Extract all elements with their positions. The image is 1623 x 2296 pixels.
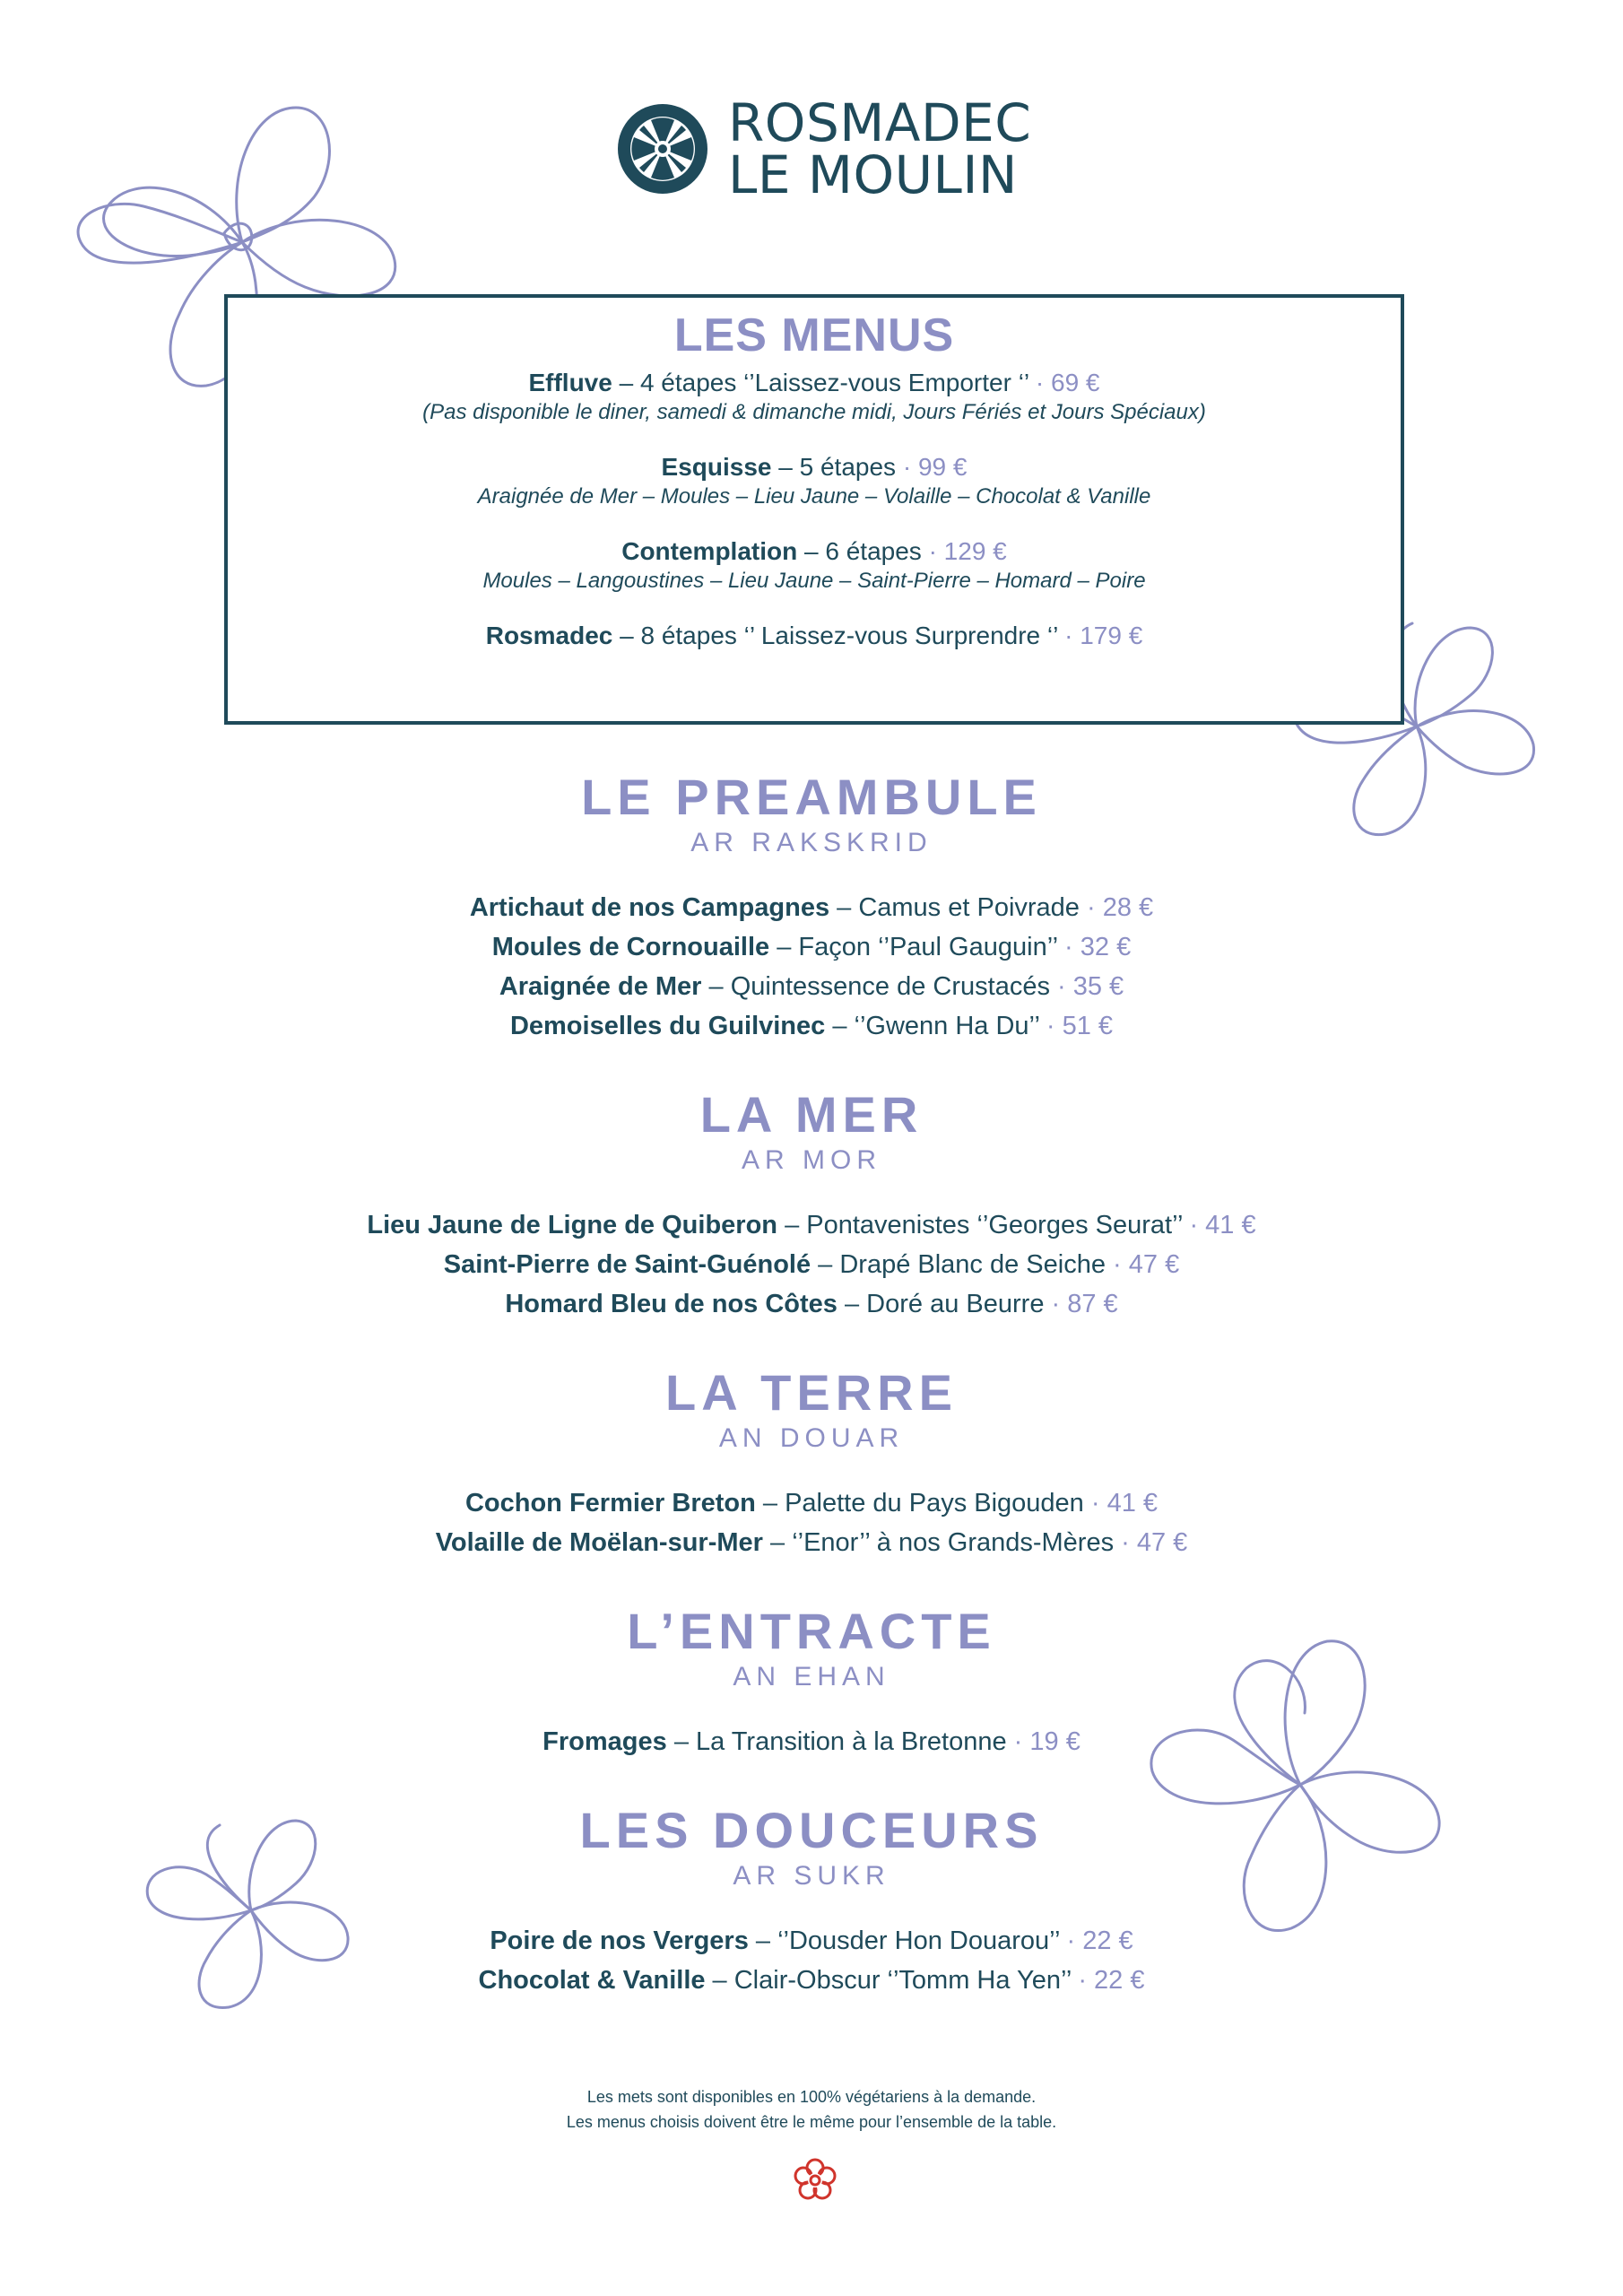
section-mer [0, 1087, 1623, 1324]
dish-desc: – Quintessence de Crustacés [701, 972, 1050, 1001]
dish-item [0, 1284, 1623, 1324]
dish-desc: – ‘’Gwenn Ha Du’’ [825, 1012, 1039, 1040]
dish-item [0, 1205, 1623, 1245]
dish-price: · 41 € [1182, 1211, 1256, 1239]
mill-wheel-icon [615, 101, 710, 196]
dish-desc: – La Transition à la Bretonne [666, 1727, 1007, 1756]
menu-name: Esquisse [661, 453, 772, 481]
menus-box [224, 294, 1404, 725]
menu-price: · 179 € [1057, 622, 1143, 649]
dish-name: Chocolat & Vanille [478, 1966, 706, 1995]
menu-desc: – 5 étapes [771, 453, 897, 481]
menu-rosmadec [228, 621, 1401, 651]
menu-name: Effluve [528, 369, 612, 396]
dish-name: Fromages [542, 1727, 667, 1756]
dish-item [0, 1961, 1623, 2000]
section-subtitle: AN DOUAR [718, 1423, 905, 1453]
dish-item [0, 1483, 1623, 1523]
menu-price: · 129 € [921, 537, 1007, 565]
dish-price: · 87 € [1044, 1290, 1118, 1318]
section-douceurs [0, 1803, 1623, 2000]
dish-name: Homard Bleu de nos Côtes [505, 1290, 838, 1318]
menu-name: Rosmadec [485, 622, 613, 649]
dish-desc: – Pontavenistes ‘’Georges Seurat’’ [777, 1211, 1183, 1239]
dish-item [0, 1245, 1623, 1284]
dish-price: · 51 € [1038, 1012, 1114, 1040]
dish-item [0, 1921, 1623, 1961]
dish-name: Saint-Pierre de Saint-Guénolé [443, 1250, 812, 1279]
menus-title: LES MENUS [673, 309, 955, 361]
dish-name: Demoiselles du Guilvinec [509, 1012, 826, 1040]
menu-effluve [228, 368, 1401, 398]
section-subtitle: AN EHAN [733, 1662, 890, 1692]
dish-item [0, 888, 1623, 927]
menu-note: (Pas disponible le diner, samedi & dimanche midi, Jours Fériés et Jours Spéciaux) [422, 400, 1206, 424]
michelin-star-icon [789, 2154, 841, 2206]
dish-price: · 32 € [1056, 933, 1132, 961]
section-title: LA MER [699, 1086, 924, 1143]
dish-desc: – Palette du Pays Bigouden [755, 1489, 1084, 1518]
dish-price: · 22 € [1059, 1926, 1133, 1955]
dish-desc: – Clair-Obscur ‘’Tomm Ha Yen’’ [705, 1966, 1072, 1995]
section-title: LE PREAMBULE [581, 769, 1042, 825]
menu-desc: – 6 étapes [797, 537, 922, 565]
section-entracte [0, 1604, 1623, 1761]
section-title: L’ENTRACTE [627, 1603, 996, 1659]
dish-price: · 47 € [1114, 1528, 1188, 1557]
dish-item [0, 927, 1623, 967]
menu-name: Contemplation [621, 537, 798, 565]
brand-logo [615, 92, 1032, 205]
section-preambule [0, 770, 1623, 1046]
brand-line-2: LE MOULIN [728, 144, 1018, 205]
section-title: LA TERRE [665, 1364, 958, 1421]
dish-desc: – Doré au Beurre [837, 1290, 1045, 1318]
menu-note: Araignée de Mer – Moules – Lieu Jaune – Volaille – Chocolat & Vanille [477, 484, 1151, 509]
dish-name: Araignée de Mer [499, 972, 702, 1001]
dish-price: · 47 € [1105, 1250, 1180, 1279]
menu-esquisse [228, 452, 1401, 483]
dish-item [0, 1523, 1623, 1562]
section-terre [0, 1365, 1623, 1562]
menu-contemplation [228, 536, 1401, 567]
dish-desc: – Drapé Blanc de Seiche [811, 1250, 1106, 1279]
footer-line-2: Les menus choisis doivent être le même pour l’ensemble de la table. [566, 2113, 1057, 2131]
menu-price: · 69 € [1028, 369, 1100, 396]
dish-name: Moules de Cornouaille [491, 933, 770, 961]
dish-price: · 19 € [1006, 1727, 1081, 1756]
dish-name: Volaille de Moëlan-sur-Mer [435, 1528, 763, 1557]
dish-price: · 28 € [1079, 893, 1154, 922]
dish-desc: – ‘’Dousder Hon Douarou’’ [748, 1926, 1060, 1955]
brand-name [728, 92, 1032, 205]
dish-name: Lieu Jaune de Ligne de Quiberon [367, 1211, 778, 1239]
section-title: LES DOUCEURS [579, 1802, 1044, 1858]
dish-desc: – ‘’Enor’’ à nos Grands-Mères [762, 1528, 1115, 1557]
dish-name: Poire de nos Vergers [490, 1926, 749, 1955]
dish-item [0, 1722, 1623, 1761]
menu-price: · 99 € [896, 453, 968, 481]
menu-desc: – 8 étapes ‘’ Laissez-vous Surprendre ‘’ [612, 622, 1058, 649]
brand-line-1: ROSMADEC [728, 92, 1032, 153]
footer-notes [0, 2084, 1623, 2135]
dish-desc: – Camus et Poivrade [829, 893, 1080, 922]
dish-desc: – Façon ‘’Paul Gauguin’’ [769, 933, 1057, 961]
dish-name: Cochon Fermier Breton [464, 1489, 756, 1518]
dish-item [0, 1006, 1623, 1046]
section-subtitle: AR MOR [742, 1145, 881, 1175]
dish-item [0, 967, 1623, 1006]
dish-price: · 35 € [1049, 972, 1124, 1001]
section-subtitle: AR SUKR [733, 1861, 890, 1891]
dish-name: Artichaut de nos Campagnes [469, 893, 830, 922]
menu-note: Moules – Langoustines – Lieu Jaune – Saint-Pierre – Homard – Poire [482, 569, 1146, 593]
dish-price: · 22 € [1071, 1966, 1145, 1995]
footer-line-1: Les mets sont disponibles en 100% végétariens à la demande. [586, 2088, 1037, 2106]
section-subtitle: AR RAKSKRID [690, 828, 933, 857]
dish-price: · 41 € [1083, 1489, 1159, 1518]
menu-desc: – 4 étapes ‘’Laissez-vous Emporter ‘’ [612, 369, 1029, 396]
